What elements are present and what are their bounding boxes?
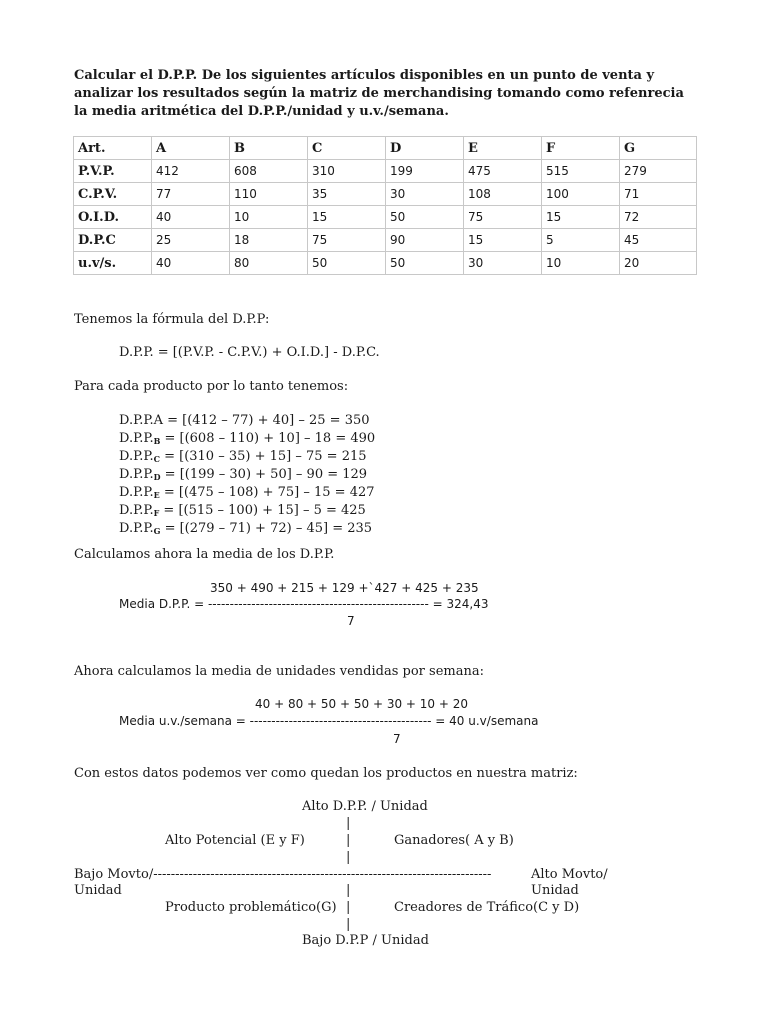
table-cell: 15 xyxy=(542,206,620,229)
matrix-intro: Con estos datos podemos ver como quedan los productos en nuestra matriz: xyxy=(74,766,578,781)
dpp-calculation-line xyxy=(119,448,375,466)
dpp-calculation-line xyxy=(119,502,375,520)
table-cell: 30 xyxy=(386,183,464,206)
calc-expression: = [(412 – 77) + 40] – 25 = 350 xyxy=(162,413,370,428)
quadrant-bottom-right: Creadores de Tráfico(C y D) xyxy=(394,900,580,915)
calc-prefix: D.P.P. xyxy=(119,467,154,482)
calc-expression: = [(199 – 30) + 50] – 90 = 129 xyxy=(160,467,368,482)
calc-prefix: D.P.P. xyxy=(119,503,154,518)
table-row xyxy=(74,206,697,229)
calc-product-subscript: B xyxy=(153,436,161,446)
matrix-vertical-axis: | xyxy=(346,833,351,848)
product-data-table xyxy=(73,136,697,275)
table-cell: 75 xyxy=(308,229,386,252)
table-cell: 30 xyxy=(464,252,542,275)
table-cell: 50 xyxy=(308,252,386,275)
quadrant-bottom-left: Producto problemático(G) xyxy=(165,900,337,915)
calc-expression: = [(310 – 35) + 15] – 75 = 215 xyxy=(159,449,367,464)
mean-uv-intro: Ahora calculamos la media de unidades vendidas por semana: xyxy=(74,664,484,679)
mean-dpp-denominator: 7 xyxy=(347,614,355,628)
table-row xyxy=(74,183,697,206)
dpp-calculation-line xyxy=(119,412,375,430)
table-header-cell: F xyxy=(542,137,620,160)
row-label: P.V.P. xyxy=(74,160,152,183)
calc-expression: = [(279 – 71) + 72) – 45] = 235 xyxy=(160,521,373,536)
dpp-formula: D.P.P. = [(P.V.P. - C.P.V.) + O.I.D.] - D.P.C. xyxy=(119,345,380,360)
mean-uv-numerator: 40 + 80 + 50 + 50 + 30 + 10 + 20 xyxy=(255,697,468,711)
table-cell: 15 xyxy=(308,206,386,229)
table-cell: 90 xyxy=(386,229,464,252)
table-header-cell: C xyxy=(308,137,386,160)
calc-prefix: D.P.P. xyxy=(119,431,154,446)
table-cell: 279 xyxy=(620,160,697,183)
matrix-vertical-axis: | xyxy=(346,850,351,865)
quadrant-top-right: Ganadores( A y B) xyxy=(394,833,514,848)
table-cell: 475 xyxy=(464,160,542,183)
mean-dpp-line: Media D.P.P. = --------------------------------------------------- = 324,43 xyxy=(119,597,489,611)
matrix-axis-left: Bajo Movto/----------------------------------------------------------------------------- xyxy=(74,867,492,882)
matrix-axis-right: Alto Movto/ xyxy=(531,867,608,882)
quadrant-top-left: Alto Potencial (E y F) xyxy=(165,833,305,848)
table-cell: 15 xyxy=(464,229,542,252)
dpp-calculation-line xyxy=(119,484,375,502)
calc-prefix: D.P.P. xyxy=(119,485,154,500)
table-cell: 40 xyxy=(152,252,230,275)
table-cell: 77 xyxy=(152,183,230,206)
table-cell: 100 xyxy=(542,183,620,206)
table-header-row xyxy=(74,137,697,160)
table-cell: 412 xyxy=(152,160,230,183)
table-header-cell: D xyxy=(386,137,464,160)
table-cell: 10 xyxy=(230,206,308,229)
calc-expression: = [(608 – 110) + 10] – 18 = 490 xyxy=(160,431,376,446)
table-cell: 71 xyxy=(620,183,697,206)
table-cell: 10 xyxy=(542,252,620,275)
table-header-cell: E xyxy=(464,137,542,160)
matrix-top-label: Alto D.P.P. / Unidad xyxy=(302,799,428,814)
table-cell: 25 xyxy=(152,229,230,252)
table-header-cell: G xyxy=(620,137,697,160)
table-cell: 50 xyxy=(386,206,464,229)
table-row xyxy=(74,252,697,275)
table-cell: 515 xyxy=(542,160,620,183)
calc-product-subscript: E xyxy=(153,490,160,500)
calc-product-subscript: C xyxy=(153,454,160,464)
matrix-vertical-axis: | xyxy=(346,816,351,831)
table-cell: 110 xyxy=(230,183,308,206)
table-cell: 80 xyxy=(230,252,308,275)
matrix-vertical-axis: | xyxy=(346,917,351,932)
table-header-cell: A xyxy=(152,137,230,160)
matrix-vertical-axis: | xyxy=(346,900,351,915)
matrix-axis-right-unit: Unidad xyxy=(531,883,579,898)
calc-prefix: D.P.P.A xyxy=(119,413,163,428)
table-cell: 45 xyxy=(620,229,697,252)
table-header-cell: B xyxy=(230,137,308,160)
calc-prefix: D.P.P. xyxy=(119,521,154,536)
table-cell: 108 xyxy=(464,183,542,206)
calc-expression: = [(475 – 108) + 75] – 15 = 427 xyxy=(159,485,375,500)
table-row xyxy=(74,229,697,252)
mean-dpp-intro: Calculamos ahora la media de los D.P.P. xyxy=(74,547,335,562)
dpp-calculation-list xyxy=(119,412,375,538)
table-cell: 608 xyxy=(230,160,308,183)
mean-uv-denominator: 7 xyxy=(393,732,401,746)
table-cell: 50 xyxy=(386,252,464,275)
table-cell: 5 xyxy=(542,229,620,252)
table-cell: 35 xyxy=(308,183,386,206)
mean-uv-line: Media u.v./semana = ------------------------------------------ = 40 u.v/semana xyxy=(119,714,539,728)
table-cell: 310 xyxy=(308,160,386,183)
exercise-statement: Calcular el D.P.P. De los siguientes artículos disponibles en un punto de venta y analizar los resultados según la matriz de merchandising tomando como refenrecia la media aritmética del D.P.P./unidad y u.v./semana. xyxy=(74,68,684,119)
row-label: u.v/s. xyxy=(74,252,152,275)
table-cell: 18 xyxy=(230,229,308,252)
calc-expression: = [(515 – 100) + 15] – 5 = 425 xyxy=(159,503,366,518)
dpp-calculation-line xyxy=(119,520,375,538)
table-row xyxy=(74,160,697,183)
per-product-intro: Para cada producto por lo tanto tenemos: xyxy=(74,379,349,394)
mean-dpp-numerator: 350 + 490 + 215 + 129 +`427 + 425 + 235 xyxy=(210,581,479,595)
table-cell: 40 xyxy=(152,206,230,229)
table-cell: 72 xyxy=(620,206,697,229)
table-cell: 20 xyxy=(620,252,697,275)
table-cell: 199 xyxy=(386,160,464,183)
formula-intro: Tenemos la fórmula del D.P.P: xyxy=(74,312,270,327)
dpp-calculation-line xyxy=(119,430,375,448)
row-label: O.I.D. xyxy=(74,206,152,229)
dpp-calculation-line xyxy=(119,466,375,484)
row-label: C.P.V. xyxy=(74,183,152,206)
matrix-axis-left-unit: Unidad xyxy=(74,883,122,898)
matrix-bottom-label: Bajo D.P.P / Unidad xyxy=(302,933,429,948)
calc-product-subscript: F xyxy=(153,508,160,518)
row-label: D.P.C xyxy=(74,229,152,252)
matrix-vertical-axis: | xyxy=(346,883,351,898)
calc-product-subscript: G xyxy=(153,526,161,536)
calc-product-subscript: D xyxy=(153,472,161,482)
table-cell: 75 xyxy=(464,206,542,229)
calc-prefix: D.P.P. xyxy=(119,449,154,464)
table-header-cell: Art. xyxy=(74,137,152,160)
